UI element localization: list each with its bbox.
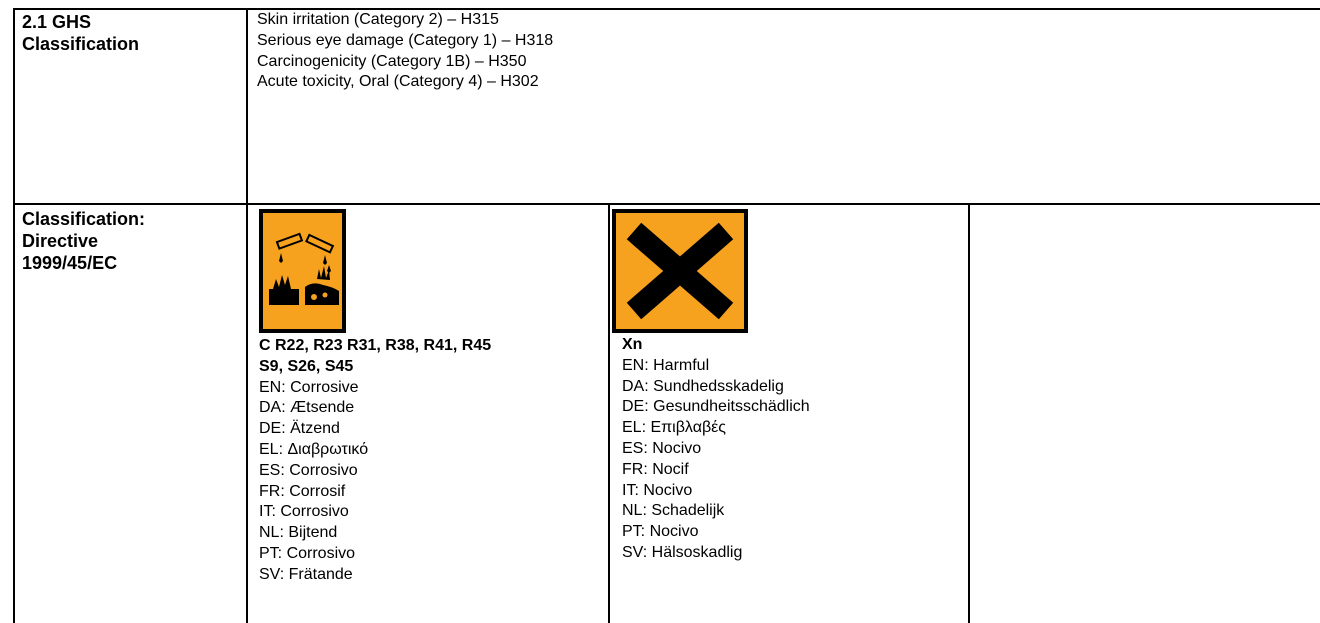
ghs-classification-list (257, 10, 1307, 93)
translation-item: DA: Ætsende (259, 399, 355, 417)
corrosive-hazard-icon (259, 209, 346, 333)
translation-item: FR: Corrosif (259, 482, 346, 500)
translation-item: ES: Nocivo (622, 439, 702, 457)
harmful-code: Xn (622, 336, 643, 353)
ghs-item: Acute toxicity, Oral (Category 4) – H302 (257, 73, 539, 91)
harmful-details (622, 335, 962, 564)
translation-item: SV: Hälsoskadlig (622, 543, 743, 561)
translation-item: PT: Nocivo (622, 523, 699, 541)
translation-item: DA: Sundhedsskadelig (622, 377, 784, 395)
directive-heading (22, 208, 242, 274)
translation-item: DE: Gesundheitsschädlich (622, 398, 810, 416)
translation-item: ES: Corrosivo (259, 461, 358, 479)
corrosive-code-line1: C R22, R23 R31, R38, R41, R45 (259, 337, 492, 354)
corrosive-details (259, 336, 604, 586)
directive-heading-line1: Classification: (22, 209, 146, 229)
ghs-heading-line2: Classification (22, 34, 140, 54)
translation-item: EL: Επιβλαβές (622, 419, 726, 437)
empty-pictogram-cell (970, 205, 1320, 623)
translation-item: PT: Corrosivo (259, 544, 356, 562)
directive-heading-line2: Directive (22, 231, 99, 251)
translation-item: EL: Διαβρωτικό (259, 440, 369, 458)
ghs-item: Carcinogenicity (Category 1B) – H350 (257, 52, 527, 70)
translation-item: SV: Frätande (259, 565, 353, 583)
translation-item: IT: Corrosivo (259, 503, 349, 521)
corrosive-code-line2: S9, S26, S45 (259, 357, 354, 375)
pictogram-column-divider-1 (608, 203, 610, 623)
harmful-x-icon (612, 209, 748, 333)
translation-item: EN: Harmful (622, 356, 710, 374)
directive-heading-line3: 1999/45/EC (22, 253, 118, 273)
corrosive-translations (259, 378, 604, 586)
ghs-item: Skin irritation (Category 2) – H315 (257, 11, 499, 28)
ghs-heading (22, 11, 242, 55)
table-column-divider (246, 8, 248, 623)
translation-item: NL: Bijtend (259, 524, 338, 542)
ghs-heading-line1: 2.1 GHS (22, 12, 92, 32)
table-border-left (13, 8, 15, 623)
translation-item: NL: Schadelijk (622, 502, 725, 520)
translation-item: EN: Corrosive (259, 378, 359, 396)
translation-item: IT: Nocivo (622, 481, 693, 499)
translation-item: FR: Nocif (622, 460, 689, 478)
harmful-translations (622, 356, 962, 564)
translation-item: DE: Ätzend (259, 420, 340, 438)
ghs-item: Serious eye damage (Category 1) – H318 (257, 31, 554, 49)
